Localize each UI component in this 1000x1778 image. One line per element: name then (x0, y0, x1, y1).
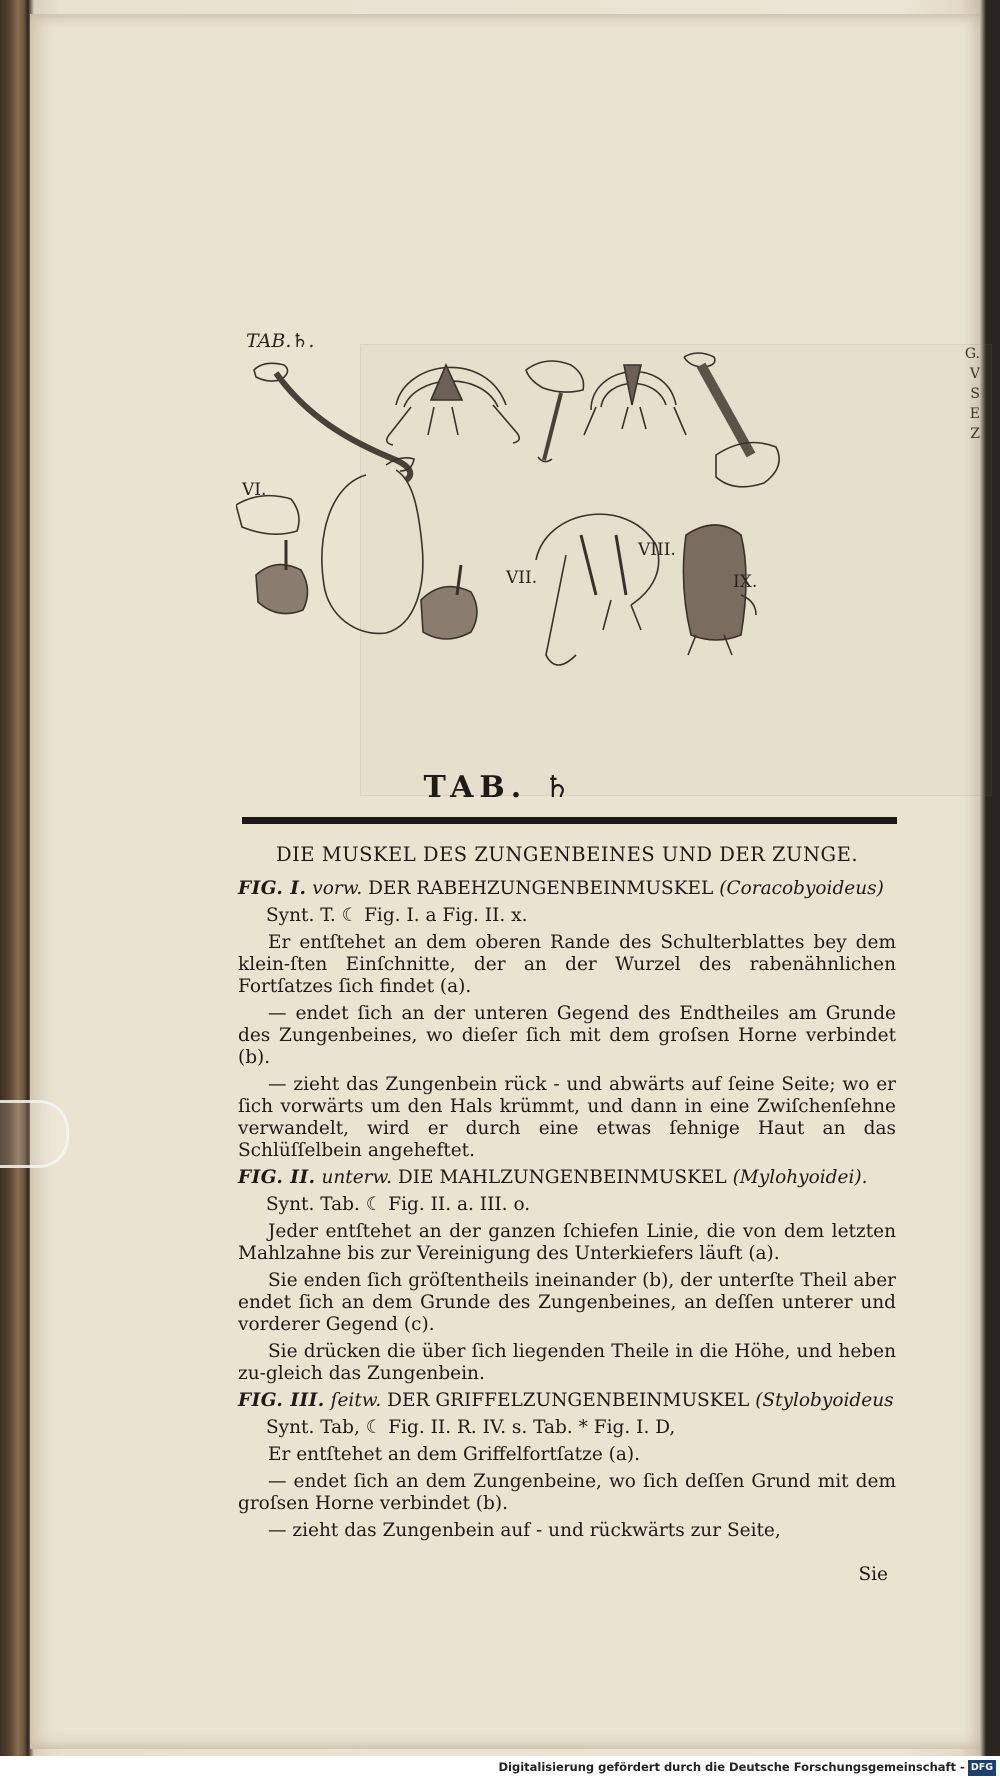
fig1-paragraph: — endet ſich an der unteren Gegend des Endtheiles am Grunde des Zungenbeines, wo dieſer ſich mit dem groſsen Horne verbindet (b). (238, 1003, 896, 1068)
anatomical-plate (236, 345, 966, 745)
fig3-label: FIG. III. (238, 1390, 325, 1411)
fig2-paragraph: Sie enden ſich gröſtentheils ineinander (b), der unterſte Theil aber endet ſich an dem Grunde des Zungenbeines, an deſſen unterer und vorderer Gegend (c). (238, 1270, 896, 1335)
fig3-direction: ſeitw. (330, 1390, 382, 1411)
fig1-synopsis: Synt. T. ☾ Fig. I. a Fig. II. x. (266, 905, 528, 926)
fig3-paragraph: Er entſtehet an dem Griffelfortſatze (a). (268, 1444, 641, 1465)
section-heading: DIE MUSKEL DES ZUNGENBEINES UND DER ZUNGE. (275, 843, 859, 866)
paper-clip (0, 1100, 69, 1168)
fig2-paragraph: Jeder entſtehet an der ganzen ſchiefen Linie, die von dem letzten Mahlzahne bis zur Vereinigung des Unterkiefers läuft (a). (238, 1221, 896, 1264)
fig3-name: DER GRIFFELZUNGENBEINMUSKEL (387, 1390, 750, 1411)
fig2-name: DIE MAHLZUNGENBEINMUSKEL (397, 1167, 727, 1188)
fig2-direction: unterw. (321, 1167, 393, 1188)
figure-label: IX. (733, 572, 758, 592)
fig2-label: FIG. II. (238, 1167, 316, 1188)
figure-label: VI. (242, 480, 267, 500)
digitization-footer (0, 1756, 1000, 1778)
page-text (238, 844, 896, 1586)
plate-illustration (236, 345, 966, 745)
heading-rule (242, 817, 897, 824)
fig1-label: FIG. I. (238, 878, 307, 899)
fig1-paragraph: — zieht das Zungenbein rück - und abwärts auf ſeine Seite; wo er ſich vorwärts um den Hals krümmt, und dann in eine Zwiſchenſehne verwandelt, wird er durch eine etwas ſehnige Haut an das Schlüſſelbein angeheftet. (238, 1074, 896, 1161)
fig1-title (238, 878, 896, 900)
fig1-latin: (Coracobyoideus) (719, 878, 884, 899)
dfg-logo: DFG (968, 1760, 996, 1776)
adjacent-page-edge-text: G. V S E Z (964, 346, 980, 442)
footer-credit: Digitalisierung gefördert durch die Deutsche Forschungsgemeinschaft - (498, 1760, 965, 1774)
fig2-title (238, 1167, 896, 1189)
fig2-latin: (Mylohyoidei). (732, 1167, 868, 1188)
plate-title: TAB. ♄ (423, 770, 577, 805)
fig3-synopsis: Synt. Tab, ☾ Fig. II. R. IV. s. Tab. * Fig. I. D, (266, 1417, 676, 1438)
fig3-paragraph: — zieht das Zungenbein auf - und rückwärts zur Seite, (268, 1520, 781, 1541)
fig1-paragraph: Er entſtehet an dem oberen Rande des Schulterblattes bey dem klein-ſten Einſchnitte, der an der Wurzel des rabenähnlichen Fortſatzes ſich findet (a). (238, 932, 896, 997)
figure-label: VIII. (638, 540, 676, 560)
fig3-paragraph: — endet ſich an dem Zungenbeine, wo ſich deſſen Grund mit dem groſsen Horne verbindet (b). (238, 1471, 896, 1514)
plate-label: TAB.♄. (246, 330, 315, 352)
fig1-name: DER RABEHZUNGENBEINMUSKEL (368, 878, 714, 899)
fig1-direction: vorw. (312, 878, 363, 899)
catchword: Sie (858, 1564, 888, 1585)
figure-label: VII. (506, 568, 538, 588)
fig3-title (238, 1390, 896, 1412)
figure-labels (241, 345, 757, 592)
fig2-paragraph: Sie drücken die über ſich liegenden Theile in die Höhe, und heben zu-gleich das Zungenbein. (238, 1341, 896, 1384)
fig3-latin: (Stylobyoideus (755, 1390, 894, 1411)
fig2-synopsis: Synt. Tab. ☾ Fig. II. a. III. o. (266, 1194, 531, 1215)
